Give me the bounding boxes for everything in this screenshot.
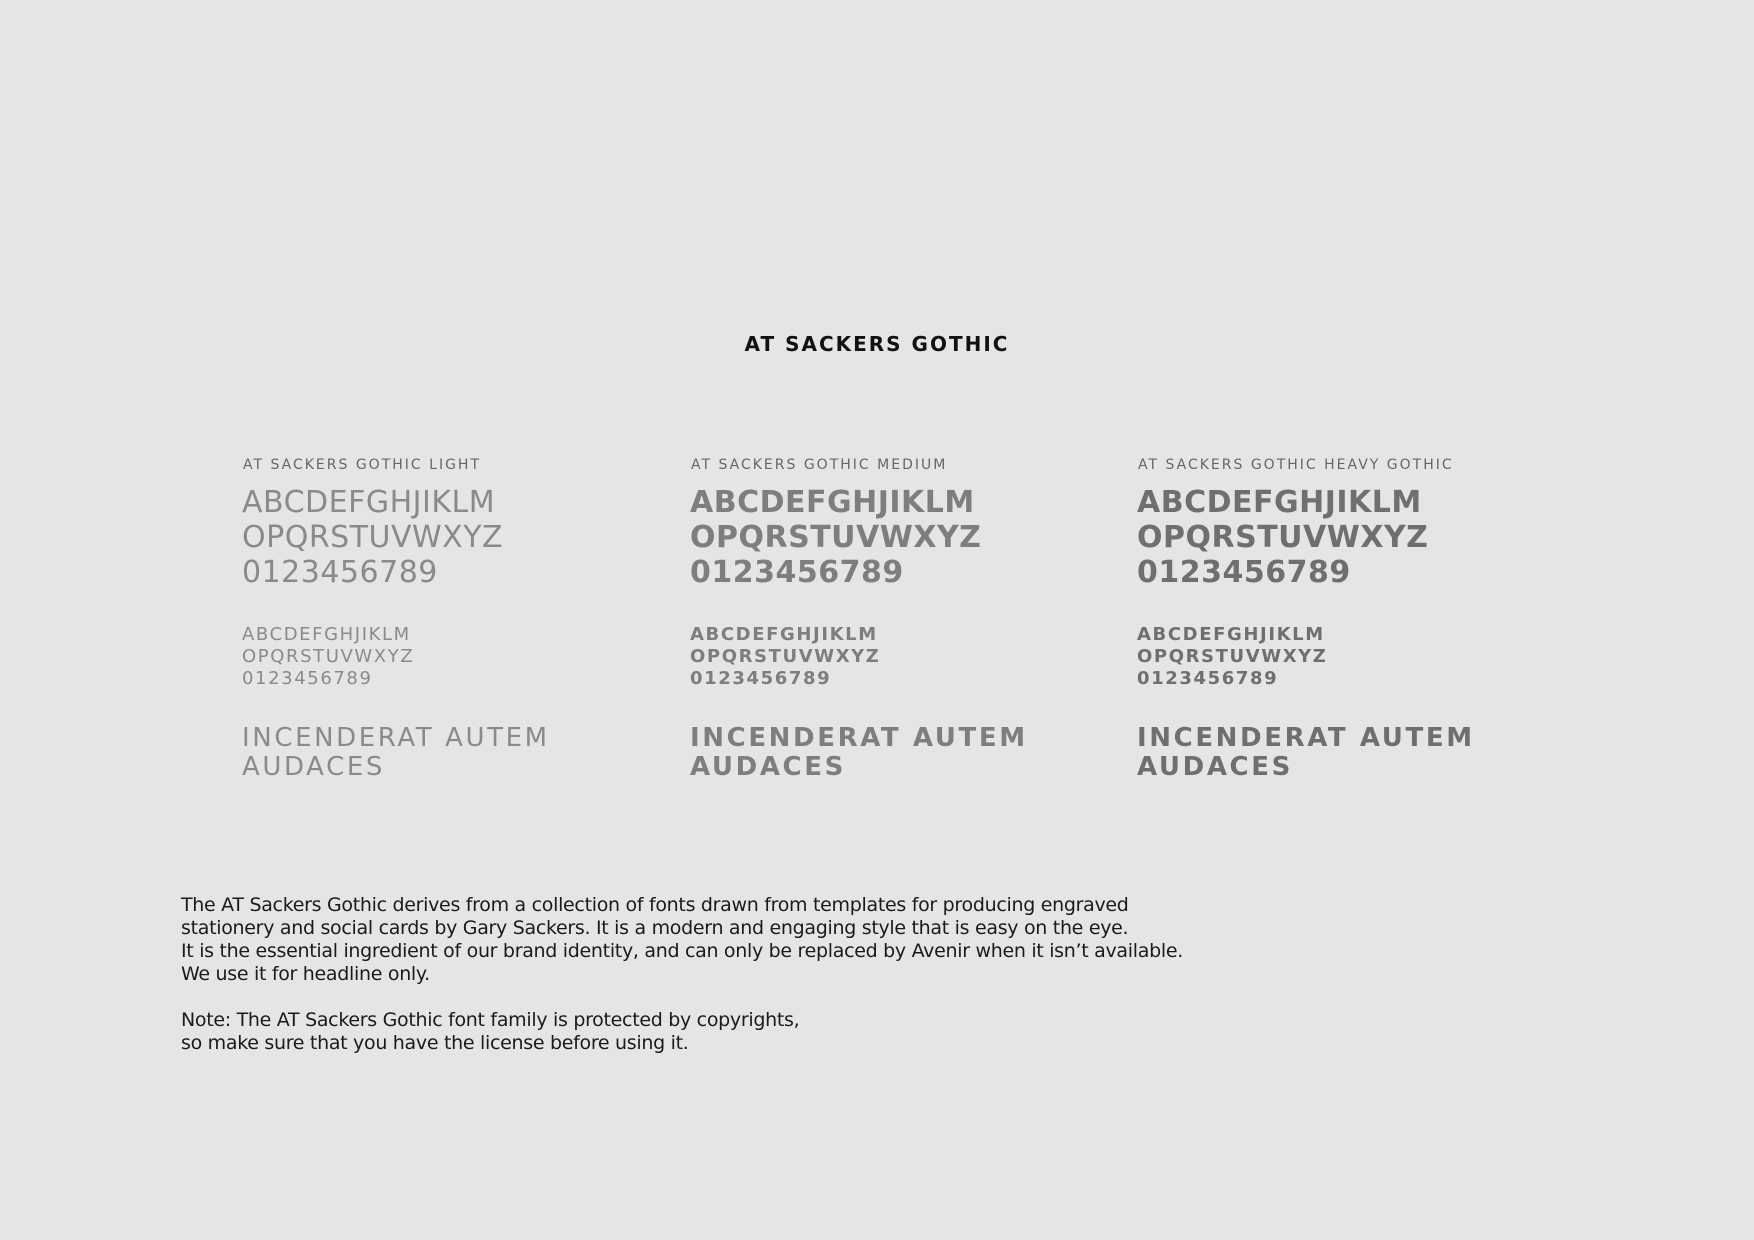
large-uppercase-row-2: OPQRSTUVWXYZ bbox=[690, 520, 982, 555]
description-line-4: We use it for headline only. bbox=[181, 963, 430, 985]
description-line-1: The AT Sackers Gothic derives from a collection of fonts drawn from templates for producing engraved bbox=[181, 894, 1129, 916]
small-uppercase-row-2: OPQRSTUVWXYZ bbox=[1137, 646, 1328, 667]
small-numerals-row: 0123456789 bbox=[242, 668, 373, 689]
small-uppercase-row-1: ABCDEFGHJIKLM bbox=[1137, 624, 1325, 645]
small-character-set bbox=[242, 624, 662, 690]
variant-name: AT SACKERS GOTHIC LIGHT bbox=[243, 457, 481, 473]
small-uppercase-row-1: ABCDEFGHJIKLM bbox=[242, 624, 411, 645]
sample-line-1: INCENDERAT AUTEM bbox=[690, 723, 1028, 753]
large-character-set bbox=[690, 485, 1110, 590]
sample-text bbox=[690, 724, 1110, 782]
variant-name: AT SACKERS GOTHIC MEDIUM bbox=[691, 457, 948, 473]
small-uppercase-row-1: ABCDEFGHJIKLM bbox=[690, 624, 878, 645]
large-uppercase-row-1: ABCDEFGHJIKLM bbox=[690, 485, 975, 520]
small-numerals-row: 0123456789 bbox=[690, 668, 832, 689]
sample-text bbox=[1137, 724, 1557, 782]
large-character-set bbox=[242, 485, 662, 590]
small-character-set bbox=[690, 624, 1110, 690]
page-title: AT SACKERS GOTHIC bbox=[744, 332, 1010, 356]
large-uppercase-row-1: ABCDEFGHJIKLM bbox=[1137, 485, 1422, 520]
description-block bbox=[181, 894, 1183, 1055]
large-numerals-row: 0123456789 bbox=[1137, 555, 1351, 590]
large-numerals-row: 0123456789 bbox=[690, 555, 904, 590]
sample-line-1: INCENDERAT AUTEM bbox=[1137, 723, 1475, 753]
note-line-1: Note: The AT Sackers Gothic font family is protected by copyrights, bbox=[181, 1009, 800, 1031]
specimen-medium bbox=[690, 457, 1110, 782]
small-uppercase-row-2: OPQRSTUVWXYZ bbox=[690, 646, 881, 667]
large-uppercase-row-2: OPQRSTUVWXYZ bbox=[1137, 520, 1429, 555]
description-line-2: stationery and social cards by Gary Sackers. It is a modern and engaging style that is easy on the eye. bbox=[181, 917, 1129, 939]
specimen-light bbox=[242, 457, 662, 782]
large-uppercase-row-2: OPQRSTUVWXYZ bbox=[242, 520, 504, 555]
note-line-2: so make sure that you have the license before using it. bbox=[181, 1032, 689, 1054]
sample-line-1: INCENDERAT AUTEM bbox=[242, 723, 550, 753]
large-character-set bbox=[1137, 485, 1557, 590]
small-numerals-row: 0123456789 bbox=[1137, 668, 1279, 689]
variant-name: AT SACKERS GOTHIC HEAVY GOTHIC bbox=[1138, 457, 1454, 473]
specimen-heavy bbox=[1137, 457, 1557, 782]
sample-line-2: AUDACES bbox=[690, 752, 846, 782]
large-uppercase-row-1: ABCDEFGHJIKLM bbox=[242, 485, 496, 520]
sample-line-2: AUDACES bbox=[1137, 752, 1293, 782]
sample-text bbox=[242, 724, 662, 782]
small-uppercase-row-2: OPQRSTUVWXYZ bbox=[242, 646, 415, 667]
description-line-3: It is the essential ingredient of our brand identity, and can only be replaced by Avenir when it isn’t available. bbox=[181, 940, 1183, 962]
large-numerals-row: 0123456789 bbox=[242, 555, 438, 590]
sample-line-2: AUDACES bbox=[242, 752, 385, 782]
small-character-set bbox=[1137, 624, 1557, 690]
